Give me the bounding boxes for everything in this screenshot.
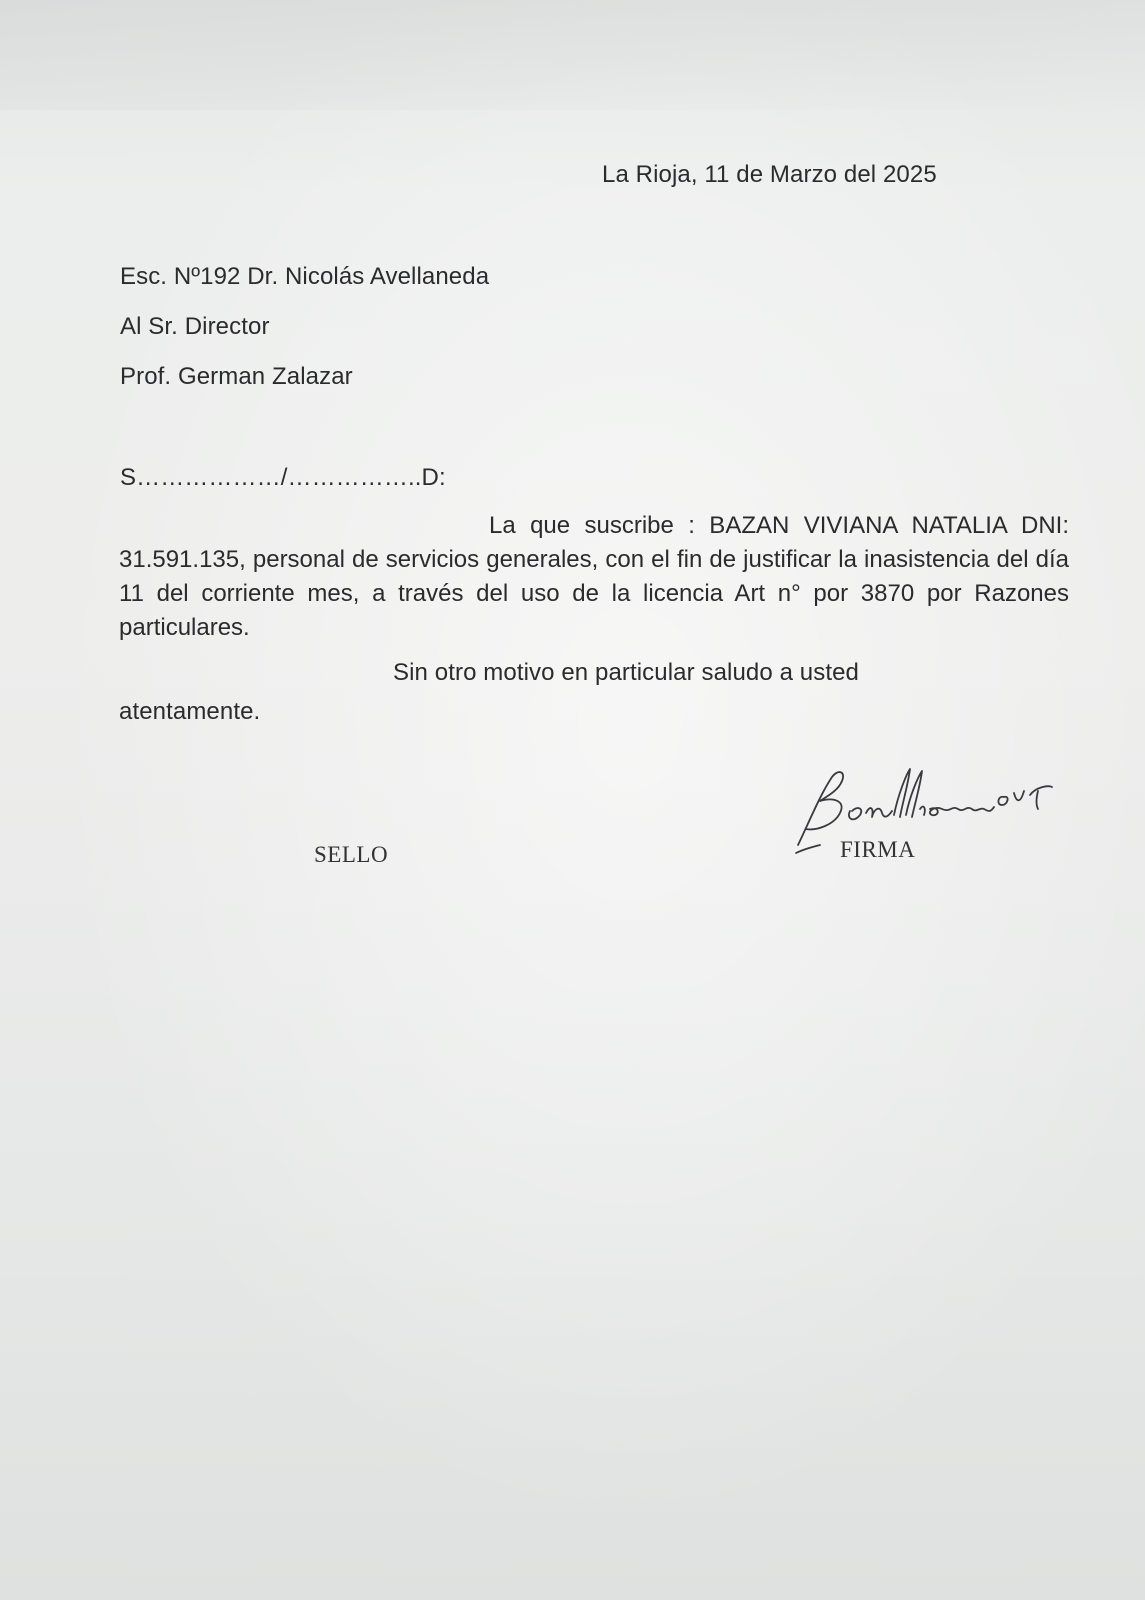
signature-label: FIRMA — [840, 837, 916, 862]
closing-end: atentamente. — [119, 698, 261, 725]
recipient-title: Al Sr. Director — [120, 313, 270, 340]
closing-line: Sin otro motivo en particular saludo a usted — [393, 659, 859, 686]
recipient-name: Prof. German Zalazar — [120, 363, 353, 390]
salutation: S………………/……………..D: — [120, 464, 446, 491]
date-line: La Rioja, 11 de Marzo del 2025 — [602, 161, 937, 188]
paper-shadow — [0, 0, 1145, 110]
stamp-label: SELLO — [314, 842, 389, 867]
recipient-school: Esc. Nº192 Dr. Nicolás Avellaneda — [120, 263, 490, 290]
body-paragraph: La que suscribe : BAZAN VIVIANA NATALIA DNI: 31.591.135, personal de servicios generales, con el fin de justificar la inasistencia del día 11 del corriente mes, a través del uso de la licencia Art n° por 3870 por Razones particulares. — [119, 512, 1069, 641]
handwritten-signature — [790, 765, 1090, 860]
